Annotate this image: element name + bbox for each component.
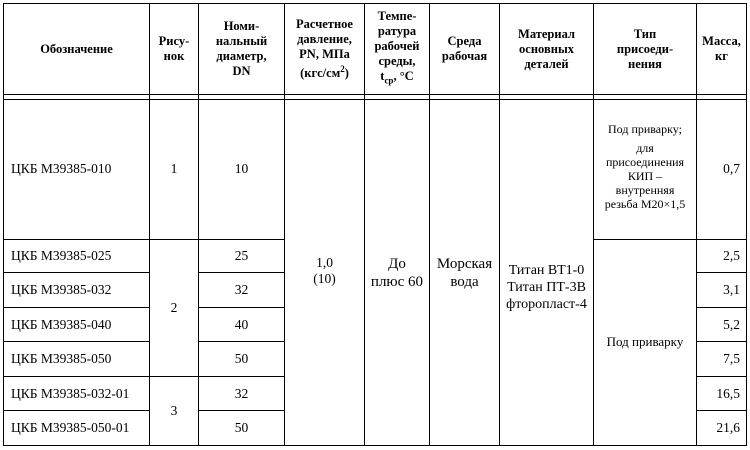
header-row [4,4,747,95]
figure-cell: 2 [150,239,199,376]
col-header-designation: Обозначение [4,4,150,95]
temperature-cell: До плюс 60 [365,99,430,446]
mass-cell: 21,6 [697,411,747,446]
materials-cell: Титан ВТ1-0 Титан ПТ-3В фторопласт-4 [500,99,594,446]
connection-cell-kip: Под приварку; для присоединения КИП – внутренняя резьба М20×1,5 [594,99,697,239]
dn-cell: 10 [199,99,285,239]
col-header-dn: Номи- нальный диаметр, DN [199,4,285,95]
dn-cell: 32 [199,273,285,308]
figure-cell: 1 [150,99,199,239]
designation-cell: ЦКБ М39385-050-01 [4,411,150,446]
figure-cell: 3 [150,376,199,445]
col-header-medium: Среда рабочая [430,4,500,95]
mass-cell: 2,5 [697,239,747,273]
dn-cell: 25 [199,239,285,273]
designation-cell: ЦКБ М39385-025 [4,239,150,273]
connection-cell-weld: Под приварку [594,239,697,445]
designation-cell: ЦКБ М39385-040 [4,307,150,342]
dn-cell: 32 [199,376,285,411]
mass-cell: 0,7 [697,99,747,239]
designation-cell: ЦКБ М39385-032 [4,273,150,308]
col-header-temperature: Темпе- ратура рабочей среды, $t_{ср}$, °С [365,4,430,95]
mass-cell: 5,2 [697,307,747,342]
valve-spec-table [3,3,747,446]
mass-cell: 16,5 [697,376,747,411]
dn-cell: 40 [199,307,285,342]
mass-cell: 7,5 [697,342,747,377]
medium-cell: Морская вода [430,99,500,446]
dn-cell: 50 [199,411,285,446]
col-header-mass: Масса, кг [697,4,747,95]
col-header-materials: Материал основных деталей [500,4,594,95]
pressure-cell: 1,0 (10) [285,99,365,446]
table-row [4,99,747,239]
designation-cell: ЦКБ М39385-032-01 [4,376,150,411]
col-header-pressure: Расчетное давление, PN, МПа $(кгс/см^2)$ [285,4,365,95]
col-header-connection: Тип присоеди- нения [594,4,697,95]
mass-cell: 3,1 [697,273,747,308]
dn-cell: 50 [199,342,285,377]
col-header-figure: Рису- нок [150,4,199,95]
designation-cell: ЦКБ М39385-010 [4,99,150,239]
designation-cell: ЦКБ М39385-050 [4,342,150,377]
